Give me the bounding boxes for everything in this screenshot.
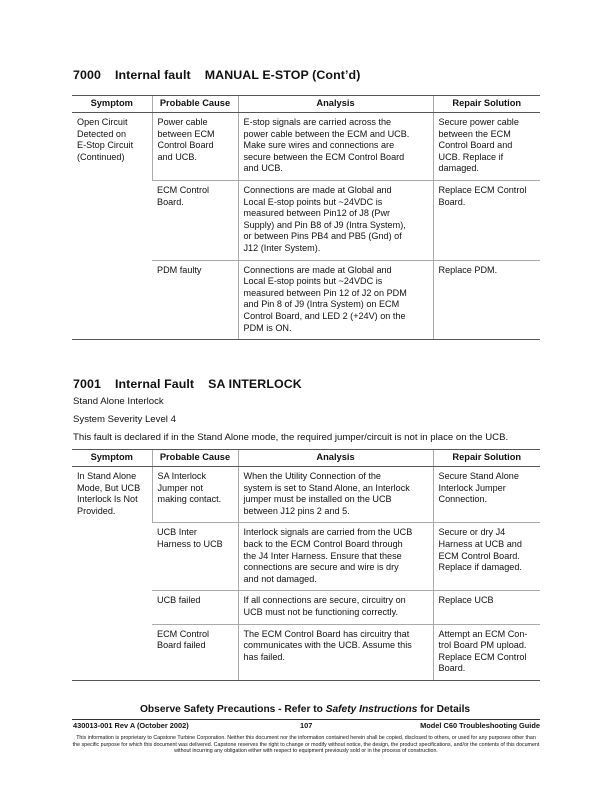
safety-note-suffix: for Details	[417, 704, 471, 715]
safety-instructions-ref: Safety Instructions	[325, 704, 418, 715]
repair-cell: Replace PDM.	[433, 260, 540, 340]
table-row	[72, 113, 540, 181]
repair-cell: Replace ECM Control Board.	[433, 180, 540, 260]
analysis-cell: Connections are made at Global and Local E-stop points but ~24VDC is measured between Pin 12 of J2 on PDM and Pin 8 of J9 (Intra System) on ECM Control Board, and LED 2 (+24V) on the PDM is ON.	[238, 260, 433, 340]
analysis-cell: E-stop signals are carried across the power cable between the ECM and UCB. Make sure wires and connections are secure between the ECM Control Board and UCB.	[238, 113, 433, 181]
table-row	[72, 467, 540, 523]
legal-notice: This information is proprietary to Capstone Turbine Corporation. Neither this document nor the information contained herein shall be copied, disclosed to others, or used for any purposes other than the specific purpose for which this document was delivered. Capstone reserves the right to change or modify without notice, the design, the product specifications, and/or the contents of this document without incurring any obligation either with respect to equipment previously sold or in the process of construction.	[72, 735, 540, 755]
guide-title: Model C60 Troubleshooting Guide	[420, 721, 540, 730]
severity-level: System Severity Level 4	[73, 414, 176, 425]
cause-cell: SA Interlock Jumper not making contact.	[152, 467, 238, 523]
repair-cell: Attempt an ECM Con- trol Board PM upload. Replace ECM Control Board.	[433, 624, 540, 680]
repair-cell: Secure power cable between the ECM Control Board and UCB. Replace if damaged.	[433, 113, 540, 181]
header-repair-solution: Repair Solution	[433, 450, 540, 467]
symptom-cell: In Stand Alone Mode, But UCB Interlock Is Not Provided.	[72, 467, 152, 681]
section-heading-7001	[73, 377, 316, 391]
header-symptom: Symptom	[72, 96, 152, 113]
header-probable-cause: Probable Cause	[152, 450, 238, 467]
header-probable-cause: Probable Cause	[152, 96, 238, 113]
table-header-row	[72, 450, 540, 467]
section-heading-7000	[73, 68, 374, 82]
analysis-cell: When the Utility Connection of the system is set to Stand Alone, an Interlock jumper must be installed on the UCB between J12 pins 2 and 5.	[238, 467, 433, 523]
repair-cell: Secure or dry J4 Harness at UCB and ECM Control Board. Replace if damaged.	[433, 523, 540, 591]
safety-note	[140, 704, 470, 715]
analysis-cell: Interlock signals are carried from the UCB back to the ECM Control Board through the J4 Inter Harness. Ensure that these connections are secure and wire is dry and not damaged.	[238, 523, 433, 591]
fault-name: MANUAL E-STOP (Cont’d)	[204, 68, 361, 82]
fault-code: 7000	[73, 68, 101, 82]
troubleshooting-table-7000	[72, 95, 540, 340]
cause-cell: UCB failed	[152, 591, 238, 624]
troubleshooting-table-7001	[72, 449, 540, 681]
header-repair-solution: Repair Solution	[433, 96, 540, 113]
fault-description: This fault is declared if in the Stand Alone mode, the required jumper/circuit is not in place on the UCB.	[73, 432, 509, 443]
safety-note-prefix: Observe Safety Precautions - Refer to	[140, 704, 326, 715]
fault-code: 7001	[73, 377, 101, 391]
page-number: 107	[300, 721, 313, 730]
table-header-row	[72, 96, 540, 113]
cause-cell: Power cable between ECM Control Board and UCB.	[152, 113, 238, 181]
symptom-cell: Open Circuit Detected on E-Stop Circuit (Continued)	[72, 113, 152, 340]
footer-divider	[72, 719, 540, 720]
fault-name: SA INTERLOCK	[208, 377, 302, 391]
cause-cell: ECM Control Board failed	[152, 624, 238, 680]
header-analysis: Analysis	[238, 450, 433, 467]
repair-cell: Replace UCB	[433, 591, 540, 624]
fault-type: Internal fault	[114, 68, 191, 82]
analysis-cell: If all connections are secure, circuitry on UCB must not be functioning correctly.	[238, 591, 433, 624]
header-analysis: Analysis	[238, 96, 433, 113]
document-number: 430013-001 Rev A (October 2002)	[73, 721, 189, 730]
header-symptom: Symptom	[72, 450, 152, 467]
cause-cell: ECM Control Board.	[152, 180, 238, 260]
fault-type: Internal Fault	[114, 377, 195, 391]
analysis-cell: The ECM Control Board has circuitry that communicates with the UCB. Assume this has failed.	[238, 624, 433, 680]
fault-subtitle: Stand Alone Interlock	[73, 396, 164, 407]
repair-cell: Secure Stand Alone Interlock Jumper Connection.	[433, 467, 540, 523]
analysis-cell: Connections are made at Global and Local E-stop points but ~24VDC is measured between Pin12 of J8 (Pwr Supply) and Pin B8 of J9 (Intra System), or between Pins PB4 and PB5 (Gnd) of J12 (Inter System).	[238, 180, 433, 260]
cause-cell: PDM faulty	[152, 260, 238, 340]
cause-cell: UCB Inter Harness to UCB	[152, 523, 238, 591]
